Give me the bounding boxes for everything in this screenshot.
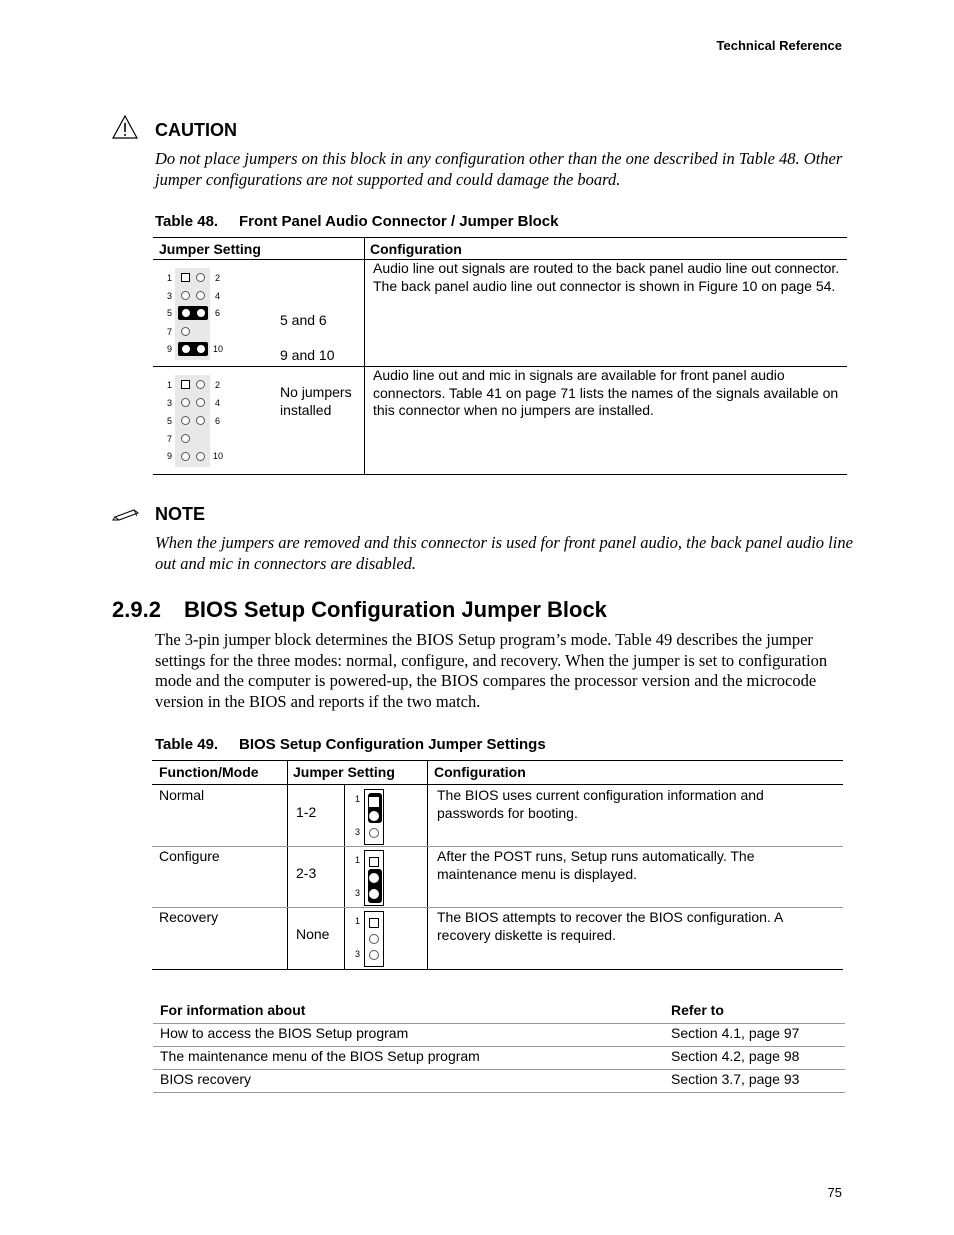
pin xyxy=(369,811,379,821)
table48-number: Table 48. xyxy=(155,213,219,230)
jumper-diagram-configure xyxy=(364,850,384,906)
table48-row2-configuration: Audio line out and mic in signals are available for front panel audio connectors. Table 41 on page 71 lists the names of the signals available on this connector when no jumpers are installed. xyxy=(373,367,839,418)
pin xyxy=(181,398,190,407)
table-row xyxy=(153,1024,845,1047)
pin-square xyxy=(181,273,190,282)
pin xyxy=(181,291,190,300)
pin-square xyxy=(369,918,379,928)
section-title: BIOS Setup Configuration Jumper Block xyxy=(184,597,607,622)
note-text: When the jumpers are removed and this connector is used for front panel audio, the back panel audio line out and mic in connectors are disabled. xyxy=(155,533,853,573)
table49-header-mode: Function/Mode xyxy=(159,764,259,780)
table48-row1-setting-a: 5 and 6 xyxy=(280,312,327,328)
reference-ref: Section 4.1, page 97 xyxy=(671,1025,800,1041)
table48-row1-configuration: Audio line out signals are routed to the back panel audio line out connector. The back panel audio line out connector is shown in Figure 10 on page 54. xyxy=(373,260,840,294)
table49-row1-configuration: The BIOS uses current configuration information and passwords for booting. xyxy=(437,787,764,821)
table49-row3-mode: Recovery xyxy=(159,909,219,925)
table49-column-divider xyxy=(344,785,345,969)
pin xyxy=(181,416,190,425)
jumper-diagram-recovery xyxy=(364,911,384,967)
pin-label: 3 xyxy=(167,291,173,301)
pin xyxy=(196,398,205,407)
table49-row1-setting: 1-2 xyxy=(296,804,317,820)
pin-covered xyxy=(182,345,190,353)
reference-topic: The maintenance menu of the BIOS Setup program xyxy=(160,1048,480,1064)
table49-row3-configuration: The BIOS attempts to recover the BIOS configuration. A recovery diskette is required. xyxy=(437,909,783,943)
table48-row2-setting-a: No jumpers xyxy=(280,384,352,400)
table49-title: BIOS Setup Configuration Jumper Settings xyxy=(239,736,546,753)
table49 xyxy=(152,760,843,970)
running-header: Technical Reference xyxy=(716,38,842,53)
table48-row2-setting-b: installed xyxy=(280,402,332,418)
pin-covered xyxy=(197,345,205,353)
table48-column-divider xyxy=(364,238,365,474)
pin-label: 3 xyxy=(355,888,361,898)
table49-row3-setting: None xyxy=(296,926,330,942)
pin-label: 7 xyxy=(167,434,173,444)
pin-label: 4 xyxy=(215,398,221,408)
pin-label: 10 xyxy=(213,344,224,354)
reference-header-topic: For information about xyxy=(160,1002,306,1018)
table49-header-setting: Jumper Setting xyxy=(293,764,395,780)
pin-label: 5 xyxy=(167,416,173,426)
pencil-icon xyxy=(112,507,142,521)
pin xyxy=(196,273,205,282)
table49-header-configuration: Configuration xyxy=(434,764,526,780)
pin xyxy=(181,434,190,443)
caution-title: CAUTION xyxy=(155,120,237,140)
pin xyxy=(369,828,379,838)
pin-label: 7 xyxy=(167,327,173,337)
reference-topic: BIOS recovery xyxy=(160,1071,252,1087)
table48 xyxy=(153,237,847,475)
pin xyxy=(196,416,205,425)
pin-square xyxy=(181,380,190,389)
table49-caption xyxy=(155,736,546,753)
table-row xyxy=(153,1047,845,1070)
pin-square xyxy=(369,857,379,867)
table49-number: Table 49. xyxy=(155,736,219,753)
table49-column-divider xyxy=(287,761,288,969)
pin-label: 1 xyxy=(167,273,173,283)
pin xyxy=(369,950,379,960)
reference-ref: Section 3.7, page 93 xyxy=(671,1071,800,1087)
pin-label: 1 xyxy=(355,855,361,865)
pin-label: 6 xyxy=(215,308,221,318)
pin xyxy=(181,452,190,461)
section-number: 2.9.2 xyxy=(112,597,161,622)
pin-label: 3 xyxy=(355,827,361,837)
pin-label: 10 xyxy=(213,451,224,461)
table48-caption xyxy=(155,213,558,230)
table49-row2-setting: 2-3 xyxy=(296,865,317,881)
pin xyxy=(196,452,205,461)
pin-label: 1 xyxy=(167,380,173,390)
pin xyxy=(196,291,205,300)
reference-header-ref: Refer to xyxy=(671,1002,724,1018)
reference-ref: Section 4.2, page 98 xyxy=(671,1048,800,1064)
pin xyxy=(181,327,190,336)
pin-label: 9 xyxy=(167,451,173,461)
reference-topic: How to access the BIOS Setup program xyxy=(160,1025,409,1041)
pin-label: 2 xyxy=(215,273,221,283)
pin-label: 4 xyxy=(215,291,221,301)
pin xyxy=(369,889,379,899)
pin-label: 5 xyxy=(167,308,173,318)
table-row xyxy=(153,1070,845,1093)
pin-label: 2 xyxy=(215,380,221,390)
pin xyxy=(196,380,205,389)
pin-square xyxy=(369,797,379,807)
pin-covered xyxy=(197,309,205,317)
pin-label: 9 xyxy=(167,344,173,354)
table49-row2-mode: Configure xyxy=(159,848,220,864)
table49-row-divider xyxy=(152,907,843,908)
pin-label: 6 xyxy=(215,416,221,426)
table49-row-divider xyxy=(152,846,843,847)
table49-column-divider xyxy=(427,761,428,969)
pin-label: 1 xyxy=(355,916,361,926)
pin xyxy=(369,873,379,883)
pin-label: 3 xyxy=(355,949,361,959)
pin xyxy=(369,934,379,944)
caution-icon xyxy=(112,114,138,140)
table48-header-configuration: Configuration xyxy=(370,241,462,257)
table49-row2-configuration: After the POST runs, Setup runs automatically. The maintenance menu is displayed. xyxy=(437,848,755,882)
table48-title: Front Panel Audio Connector / Jumper Block xyxy=(239,213,559,230)
reference-table xyxy=(153,997,845,1093)
table48-row1-setting-b: 9 and 10 xyxy=(280,347,335,363)
section-body: The 3-pin jumper block determines the BIOS Setup program’s mode. Table 49 describes the jumper settings for the three modes: normal, configure, and recovery. When the jumper is set to configuration mode and the computer is powered-up, the BIOS compares the processor version and the microcode version in the BIOS and reports if the two match. xyxy=(155,630,828,711)
pin-covered xyxy=(182,309,190,317)
table49-row1-mode: Normal xyxy=(159,787,205,803)
reference-header-row xyxy=(153,997,845,1024)
table48-header-jumper-setting: Jumper Setting xyxy=(159,241,261,257)
pin-label: 3 xyxy=(167,398,173,408)
table49-header-divider xyxy=(152,784,843,785)
pin-label: 1 xyxy=(355,794,361,804)
jumper-diagram-normal xyxy=(364,789,384,845)
page-number: 75 xyxy=(827,1185,842,1200)
caution-text: Do not place jumpers on this block in any configuration other than the one described in Table 48. Other jumper configurations are not supported and could damage the board. xyxy=(155,149,843,189)
section-heading xyxy=(112,597,607,623)
note-title: NOTE xyxy=(155,504,206,524)
